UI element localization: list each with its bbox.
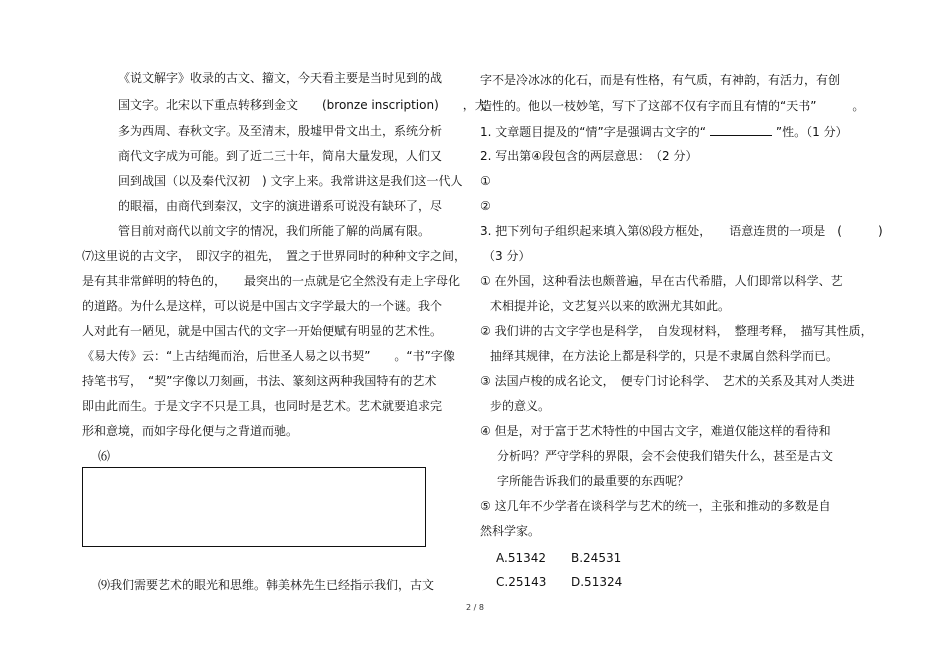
- sentence-option: ③ 法国卢梭的成名论文， 便专门讨论科学、 艺术的关系及其对人类进: [480, 374, 855, 388]
- text-line: 多为西周、春秋文字。及至清末，殷墟甲骨文出土，系统分析: [118, 124, 443, 138]
- text-line: 是有其非常鲜明的特色的， 最突出的一点就是它全然没有走上字母化: [82, 274, 461, 288]
- text-line: 管目前对商代以前文字的情况，我们所能了解的尚属有限。: [118, 224, 431, 238]
- text-line: 术相提并论，文艺复兴以来的欧洲尤其如此。: [490, 299, 731, 313]
- answer-line-2: ②: [480, 199, 491, 213]
- question-3-points: （3 分）: [483, 249, 531, 263]
- fill-blank-line[interactable]: [710, 123, 772, 136]
- page-number: 2 / 8: [466, 603, 484, 612]
- text-line: 分析吗？严守学科的界限，会不会使我们错失什么，甚至是古文: [497, 449, 834, 463]
- text-line: 然科学家。: [480, 524, 541, 538]
- choice-c[interactable]: C.25143: [496, 575, 547, 589]
- sentence-option: ② 我们讲的古文字学也是科学， 自发现材料， 整理考释， 描写其性质，: [480, 324, 873, 338]
- text-line: 形和意境，而如字母化便与之背道而驰。: [82, 424, 299, 438]
- text-line: 国文字。北宋以下重点转移到金文 (bronze inscription) ，大: [118, 98, 487, 112]
- text-line: 的眼福，由商代到秦汉，文字的演进谱系可说没有缺环了，尽: [118, 199, 443, 213]
- text-line: 步的意义。: [490, 399, 551, 413]
- text-line: 《易大传》云：“上古结绳而治，后世圣人易之以书契” 。“书”字像: [82, 349, 455, 363]
- question-1-text: 1. 文章题目提及的“情”字是强调古文字的“: [480, 125, 706, 139]
- text-line: 抽绎其规律，在方法论上都是科学的，只是不隶属自然科学而已。: [490, 349, 839, 363]
- text-line: 即由此而生。于是文字不只是工具，也同时是艺术。艺术就要追求完: [82, 399, 443, 413]
- sentence-option: ① 在外国，这种看法也颇普遍，早在古代希腊，人们即常以科学、艺: [480, 274, 843, 288]
- text-line: 字所能告诉我们的最重要的东西呢？: [497, 474, 690, 488]
- sentence-option: ④ 但是，对于富于艺术特性的中国古文字，难道仅能这样的看待和: [480, 424, 831, 438]
- text-line: ⑺这里说的古文字， 即汉字的祖先， 置之于世界同时的种种文字之间，: [82, 249, 467, 263]
- answer-line-1: ①: [480, 174, 491, 188]
- text-line: 《说文解字》收录的古文、籀文，今天看主要是当时见到的战: [118, 71, 443, 85]
- sentence-option: ⑤ 这几年不少学者在谈科学与艺术的统一，主张和推动的多数是自: [480, 499, 831, 513]
- answer-frame-box: [82, 467, 426, 547]
- text-line: 的道路。为什么是这样，可以说是中国古文字学最大的一个谜。我个: [82, 299, 443, 313]
- question-3: 3. 把下列句子组织起来填入第⑻段方框处， 语意连贯的一项是 ( ): [480, 224, 883, 238]
- choice-a[interactable]: A.51342: [496, 551, 546, 565]
- text-line: 人对此有一陋见，就是中国古代的文字一开始便赋有明显的艺术性。: [82, 324, 443, 338]
- question-1-text-end: ”性。（1 分）: [775, 125, 848, 139]
- text-line: 持笔书写， “契”字像以刀刻画，书法、篆刻这两种我国特有的艺术: [82, 374, 437, 388]
- text-line: ⑼我们需要艺术的眼光和思维。韩美林先生已经指示我们，古文: [98, 578, 435, 592]
- text-line: 字不是冷冰冰的化石，而是有性格，有气质，有神韵，有活力，有创: [480, 73, 841, 87]
- text-line: 商代文字成为可能。到了近二三十年，简帛大量发现，人们又: [118, 149, 443, 163]
- text-line: 造性的。他以一枝妙笔，写下了这部不仅有字而且有情的“天书” 。: [480, 99, 865, 113]
- choice-d[interactable]: D.51324: [571, 575, 623, 589]
- text-line: 回到战国（以及秦代汉初 ) 文字上来。我常讲这是我们这一代人: [118, 174, 463, 188]
- question-1: [480, 123, 848, 140]
- choice-b[interactable]: B.24531: [571, 551, 622, 565]
- paragraph-number: ⑹: [98, 449, 111, 463]
- question-2: 2. 写出第④段包含的两层意思： （2 分）: [480, 149, 698, 163]
